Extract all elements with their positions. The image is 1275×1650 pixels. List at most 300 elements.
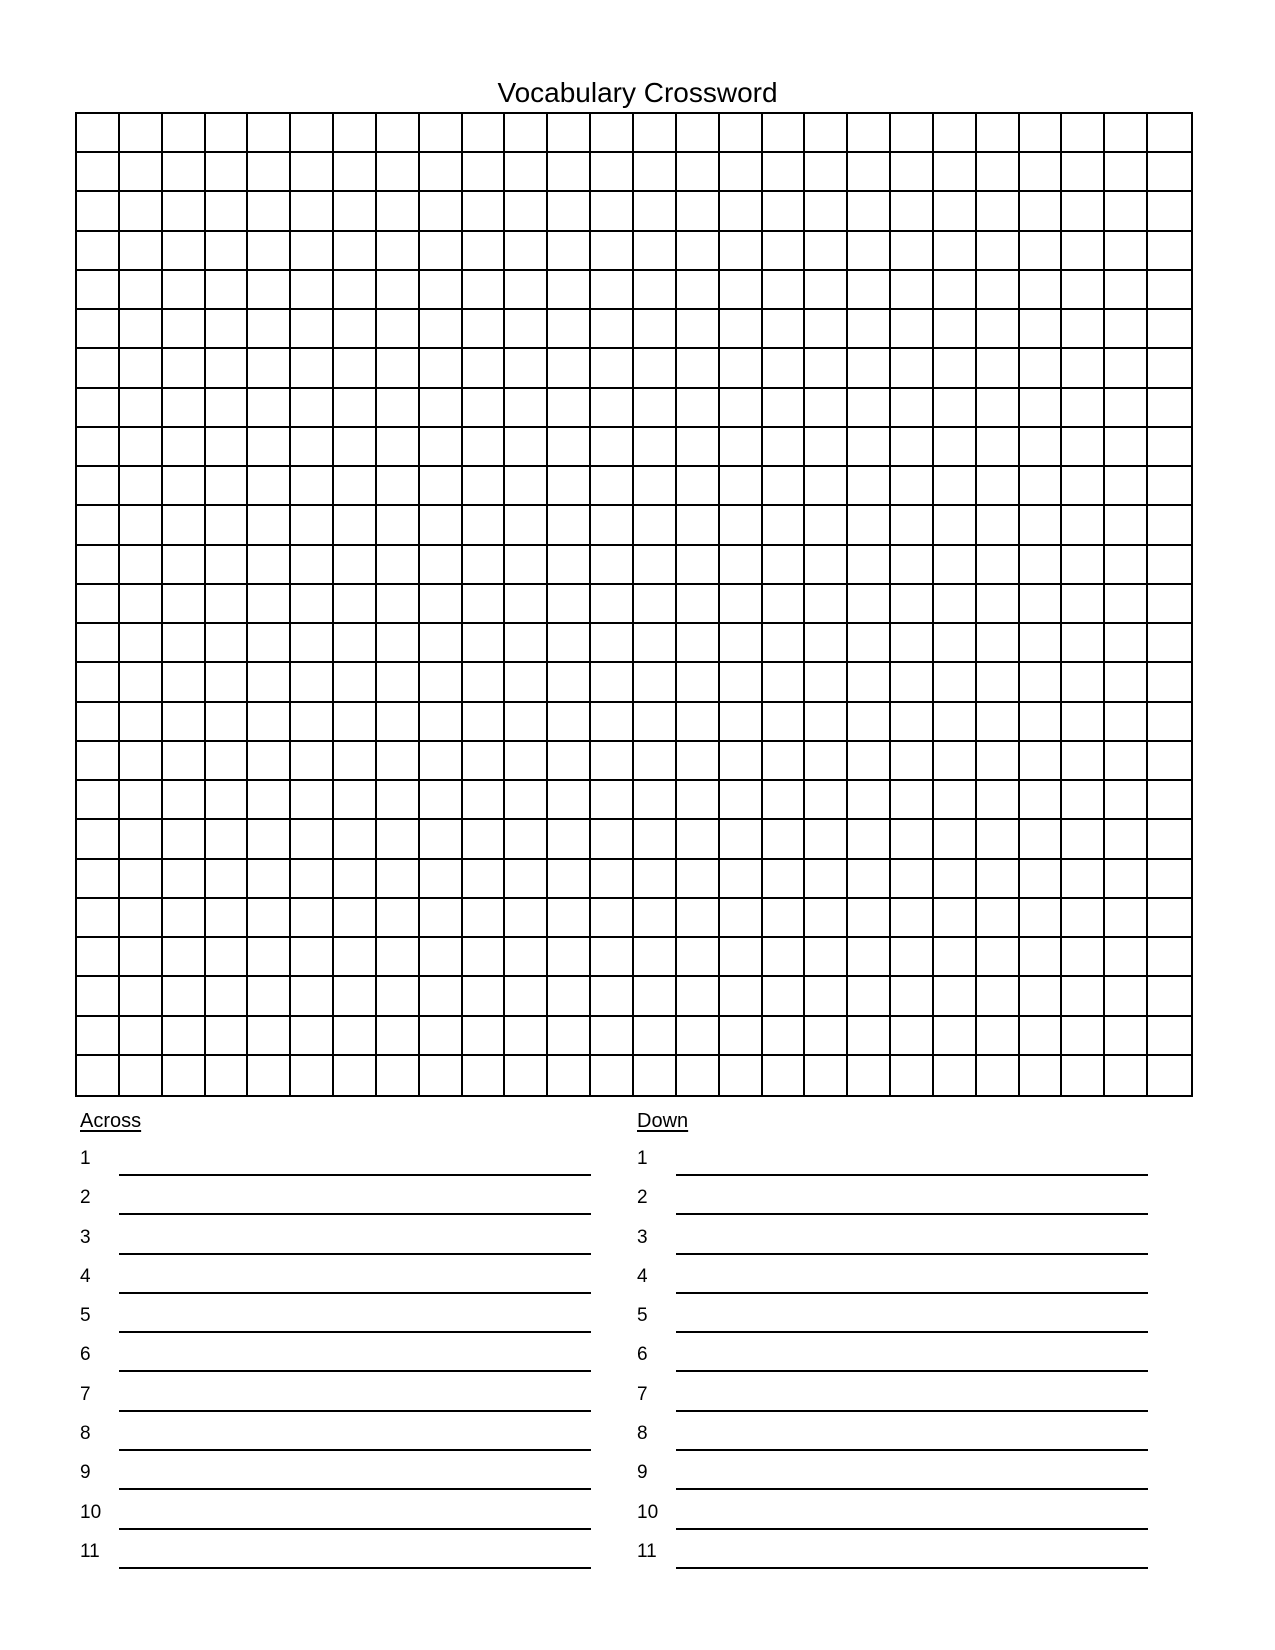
grid-cell[interactable] (977, 271, 1020, 310)
grid-cell[interactable] (1020, 467, 1063, 506)
grid-cell[interactable] (848, 349, 891, 388)
grid-cell[interactable] (163, 663, 206, 702)
grid-cell[interactable] (377, 428, 420, 467)
grid-cell[interactable] (934, 820, 977, 859)
grid-cell[interactable] (1020, 977, 1063, 1016)
grid-cell[interactable] (1148, 467, 1191, 506)
grid-cell[interactable] (891, 428, 934, 467)
grid-cell[interactable] (1062, 389, 1105, 428)
grid-cell[interactable] (120, 899, 163, 938)
grid-cell[interactable] (591, 271, 634, 310)
grid-cell[interactable] (248, 114, 291, 153)
grid-cell[interactable] (1105, 310, 1148, 349)
grid-cell[interactable] (891, 938, 934, 977)
grid-cell[interactable] (377, 114, 420, 153)
grid-cell[interactable] (120, 820, 163, 859)
grid-cell[interactable] (934, 938, 977, 977)
grid-cell[interactable] (420, 938, 463, 977)
grid-cell[interactable] (805, 977, 848, 1016)
grid-cell[interactable] (848, 899, 891, 938)
grid-cell[interactable] (206, 1017, 249, 1056)
grid-cell[interactable] (505, 546, 548, 585)
grid-cell[interactable] (591, 467, 634, 506)
grid-cell[interactable] (120, 938, 163, 977)
grid-cell[interactable] (591, 389, 634, 428)
grid-cell[interactable] (377, 624, 420, 663)
grid-cell[interactable] (1105, 114, 1148, 153)
grid-cell[interactable] (591, 428, 634, 467)
grid-cell[interactable] (677, 467, 720, 506)
grid-cell[interactable] (805, 153, 848, 192)
grid-cell[interactable] (848, 506, 891, 545)
grid-cell[interactable] (77, 1017, 120, 1056)
grid-cell[interactable] (334, 467, 377, 506)
grid-cell[interactable] (248, 349, 291, 388)
grid-cell[interactable] (1105, 153, 1148, 192)
grid-cell[interactable] (463, 506, 506, 545)
grid-cell[interactable] (163, 153, 206, 192)
grid-cell[interactable] (120, 1017, 163, 1056)
grid-cell[interactable] (934, 703, 977, 742)
grid-cell[interactable] (291, 977, 334, 1016)
grid-cell[interactable] (634, 781, 677, 820)
grid-cell[interactable] (248, 703, 291, 742)
grid-cell[interactable] (248, 938, 291, 977)
grid-cell[interactable] (848, 1056, 891, 1095)
grid-cell[interactable] (934, 585, 977, 624)
grid-cell[interactable] (77, 114, 120, 153)
grid-cell[interactable] (291, 153, 334, 192)
grid-cell[interactable] (463, 977, 506, 1016)
grid-cell[interactable] (848, 546, 891, 585)
grid-cell[interactable] (977, 114, 1020, 153)
grid-cell[interactable] (1020, 428, 1063, 467)
grid-cell[interactable] (1105, 192, 1148, 231)
grid-cell[interactable] (505, 860, 548, 899)
grid-cell[interactable] (420, 742, 463, 781)
grid-cell[interactable] (248, 820, 291, 859)
grid-cell[interactable] (1062, 428, 1105, 467)
grid-cell[interactable] (1148, 114, 1191, 153)
grid-cell[interactable] (248, 192, 291, 231)
grid-cell[interactable] (848, 860, 891, 899)
grid-cell[interactable] (163, 703, 206, 742)
grid-cell[interactable] (591, 153, 634, 192)
grid-cell[interactable] (677, 703, 720, 742)
grid-cell[interactable] (77, 153, 120, 192)
grid-cell[interactable] (977, 506, 1020, 545)
grid-cell[interactable] (891, 663, 934, 702)
grid-cell[interactable] (377, 938, 420, 977)
grid-cell[interactable] (1148, 977, 1191, 1016)
grid-cell[interactable] (120, 506, 163, 545)
grid-cell[interactable] (463, 310, 506, 349)
grid-cell[interactable] (677, 742, 720, 781)
grid-cell[interactable] (805, 428, 848, 467)
grid-cell[interactable] (805, 467, 848, 506)
grid-cell[interactable] (977, 624, 1020, 663)
grid-cell[interactable] (420, 977, 463, 1016)
grid-cell[interactable] (77, 1056, 120, 1095)
grid-cell[interactable] (77, 703, 120, 742)
grid-cell[interactable] (548, 232, 591, 271)
grid-cell[interactable] (977, 153, 1020, 192)
grid-cell[interactable] (291, 389, 334, 428)
grid-cell[interactable] (677, 546, 720, 585)
grid-cell[interactable] (891, 781, 934, 820)
grid-cell[interactable] (677, 271, 720, 310)
grid-cell[interactable] (1148, 192, 1191, 231)
grid-cell[interactable] (334, 1056, 377, 1095)
grid-cell[interactable] (420, 428, 463, 467)
grid-cell[interactable] (763, 310, 806, 349)
grid-cell[interactable] (77, 428, 120, 467)
down-answer-line[interactable] (676, 1488, 1148, 1490)
grid-cell[interactable] (206, 546, 249, 585)
grid-cell[interactable] (163, 820, 206, 859)
grid-cell[interactable] (120, 310, 163, 349)
grid-cell[interactable] (120, 1056, 163, 1095)
grid-cell[interactable] (891, 310, 934, 349)
grid-cell[interactable] (420, 310, 463, 349)
grid-cell[interactable] (591, 546, 634, 585)
grid-cell[interactable] (634, 192, 677, 231)
grid-cell[interactable] (291, 624, 334, 663)
grid-cell[interactable] (548, 977, 591, 1016)
grid-cell[interactable] (634, 506, 677, 545)
grid-cell[interactable] (634, 1017, 677, 1056)
grid-cell[interactable] (120, 624, 163, 663)
grid-cell[interactable] (720, 349, 763, 388)
grid-cell[interactable] (377, 899, 420, 938)
grid-cell[interactable] (634, 349, 677, 388)
grid-cell[interactable] (848, 977, 891, 1016)
grid-cell[interactable] (291, 703, 334, 742)
grid-cell[interactable] (1105, 585, 1148, 624)
grid-cell[interactable] (934, 114, 977, 153)
grid-cell[interactable] (1020, 271, 1063, 310)
grid-cell[interactable] (206, 271, 249, 310)
grid-cell[interactable] (720, 703, 763, 742)
across-answer-line[interactable] (119, 1410, 591, 1412)
grid-cell[interactable] (334, 703, 377, 742)
grid-cell[interactable] (934, 1017, 977, 1056)
grid-cell[interactable] (77, 349, 120, 388)
grid-cell[interactable] (934, 742, 977, 781)
grid-cell[interactable] (1148, 585, 1191, 624)
grid-cell[interactable] (548, 114, 591, 153)
across-answer-line[interactable] (119, 1370, 591, 1372)
grid-cell[interactable] (377, 1017, 420, 1056)
grid-cell[interactable] (805, 310, 848, 349)
grid-cell[interactable] (334, 114, 377, 153)
grid-cell[interactable] (591, 781, 634, 820)
grid-cell[interactable] (291, 742, 334, 781)
grid-cell[interactable] (548, 860, 591, 899)
across-answer-line[interactable] (119, 1292, 591, 1294)
grid-cell[interactable] (1062, 663, 1105, 702)
grid-cell[interactable] (805, 192, 848, 231)
grid-cell[interactable] (1105, 938, 1148, 977)
grid-cell[interactable] (505, 977, 548, 1016)
grid-cell[interactable] (505, 114, 548, 153)
grid-cell[interactable] (420, 781, 463, 820)
grid-cell[interactable] (1062, 506, 1105, 545)
grid-cell[interactable] (377, 781, 420, 820)
grid-cell[interactable] (334, 585, 377, 624)
grid-cell[interactable] (505, 899, 548, 938)
grid-cell[interactable] (463, 820, 506, 859)
grid-cell[interactable] (548, 310, 591, 349)
grid-cell[interactable] (1020, 899, 1063, 938)
grid-cell[interactable] (377, 1056, 420, 1095)
grid-cell[interactable] (163, 271, 206, 310)
grid-cell[interactable] (248, 232, 291, 271)
grid-cell[interactable] (548, 585, 591, 624)
grid-cell[interactable] (934, 781, 977, 820)
grid-cell[interactable] (805, 781, 848, 820)
down-answer-line[interactable] (676, 1449, 1148, 1451)
grid-cell[interactable] (163, 1017, 206, 1056)
grid-cell[interactable] (763, 349, 806, 388)
grid-cell[interactable] (1148, 899, 1191, 938)
grid-cell[interactable] (1148, 1056, 1191, 1095)
grid-cell[interactable] (463, 546, 506, 585)
grid-cell[interactable] (1020, 192, 1063, 231)
grid-cell[interactable] (505, 153, 548, 192)
grid-cell[interactable] (206, 977, 249, 1016)
grid-cell[interactable] (163, 546, 206, 585)
grid-cell[interactable] (77, 820, 120, 859)
grid-cell[interactable] (206, 232, 249, 271)
grid-cell[interactable] (720, 232, 763, 271)
grid-cell[interactable] (1062, 977, 1105, 1016)
grid-cell[interactable] (677, 624, 720, 663)
grid-cell[interactable] (591, 585, 634, 624)
grid-cell[interactable] (505, 192, 548, 231)
grid-cell[interactable] (1062, 1056, 1105, 1095)
grid-cell[interactable] (463, 742, 506, 781)
grid-cell[interactable] (677, 1056, 720, 1095)
grid-cell[interactable] (548, 742, 591, 781)
grid-cell[interactable] (634, 232, 677, 271)
grid-cell[interactable] (805, 1056, 848, 1095)
grid-cell[interactable] (420, 703, 463, 742)
grid-cell[interactable] (548, 1056, 591, 1095)
grid-cell[interactable] (206, 860, 249, 899)
grid-cell[interactable] (334, 506, 377, 545)
grid-cell[interactable] (677, 899, 720, 938)
across-answer-line[interactable] (119, 1253, 591, 1255)
grid-cell[interactable] (334, 192, 377, 231)
grid-cell[interactable] (163, 192, 206, 231)
grid-cell[interactable] (1105, 349, 1148, 388)
grid-cell[interactable] (77, 271, 120, 310)
grid-cell[interactable] (720, 585, 763, 624)
grid-cell[interactable] (206, 742, 249, 781)
grid-cell[interactable] (291, 310, 334, 349)
grid-cell[interactable] (720, 428, 763, 467)
grid-cell[interactable] (548, 703, 591, 742)
grid-cell[interactable] (163, 232, 206, 271)
grid-cell[interactable] (505, 232, 548, 271)
grid-cell[interactable] (334, 389, 377, 428)
grid-cell[interactable] (763, 506, 806, 545)
grid-cell[interactable] (505, 585, 548, 624)
grid-cell[interactable] (291, 663, 334, 702)
grid-cell[interactable] (206, 938, 249, 977)
grid-cell[interactable] (591, 820, 634, 859)
grid-cell[interactable] (1062, 1017, 1105, 1056)
grid-cell[interactable] (677, 663, 720, 702)
grid-cell[interactable] (934, 153, 977, 192)
grid-cell[interactable] (677, 977, 720, 1016)
grid-cell[interactable] (891, 153, 934, 192)
grid-cell[interactable] (248, 624, 291, 663)
grid-cell[interactable] (291, 1056, 334, 1095)
grid-cell[interactable] (548, 271, 591, 310)
grid-cell[interactable] (206, 349, 249, 388)
grid-cell[interactable] (591, 899, 634, 938)
grid-cell[interactable] (1105, 742, 1148, 781)
grid-cell[interactable] (291, 585, 334, 624)
grid-cell[interactable] (163, 781, 206, 820)
grid-cell[interactable] (891, 624, 934, 663)
grid-cell[interactable] (591, 977, 634, 1016)
grid-cell[interactable] (377, 860, 420, 899)
down-answer-line[interactable] (676, 1292, 1148, 1294)
grid-cell[interactable] (420, 860, 463, 899)
grid-cell[interactable] (120, 546, 163, 585)
down-answer-line[interactable] (676, 1174, 1148, 1176)
grid-cell[interactable] (720, 467, 763, 506)
grid-cell[interactable] (1105, 389, 1148, 428)
grid-cell[interactable] (591, 1017, 634, 1056)
grid-cell[interactable] (720, 506, 763, 545)
grid-cell[interactable] (120, 663, 163, 702)
grid-cell[interactable] (548, 153, 591, 192)
across-answer-line[interactable] (119, 1174, 591, 1176)
grid-cell[interactable] (677, 860, 720, 899)
grid-cell[interactable] (377, 153, 420, 192)
grid-cell[interactable] (1148, 271, 1191, 310)
grid-cell[interactable] (377, 467, 420, 506)
grid-cell[interactable] (505, 349, 548, 388)
grid-cell[interactable] (1062, 114, 1105, 153)
grid-cell[interactable] (248, 1017, 291, 1056)
grid-cell[interactable] (206, 310, 249, 349)
grid-cell[interactable] (805, 114, 848, 153)
grid-cell[interactable] (548, 192, 591, 231)
grid-cell[interactable] (505, 271, 548, 310)
grid-cell[interactable] (463, 467, 506, 506)
grid-cell[interactable] (720, 624, 763, 663)
grid-cell[interactable] (548, 349, 591, 388)
grid-cell[interactable] (163, 977, 206, 1016)
grid-cell[interactable] (934, 349, 977, 388)
grid-cell[interactable] (377, 271, 420, 310)
grid-cell[interactable] (206, 389, 249, 428)
grid-cell[interactable] (463, 192, 506, 231)
grid-cell[interactable] (334, 271, 377, 310)
grid-cell[interactable] (977, 428, 1020, 467)
grid-cell[interactable] (720, 114, 763, 153)
grid-cell[interactable] (805, 860, 848, 899)
grid-cell[interactable] (763, 781, 806, 820)
grid-cell[interactable] (206, 624, 249, 663)
grid-cell[interactable] (120, 977, 163, 1016)
grid-cell[interactable] (206, 192, 249, 231)
grid-cell[interactable] (591, 742, 634, 781)
grid-cell[interactable] (634, 938, 677, 977)
grid-cell[interactable] (334, 232, 377, 271)
down-answer-line[interactable] (676, 1567, 1148, 1569)
grid-cell[interactable] (206, 114, 249, 153)
grid-cell[interactable] (1105, 232, 1148, 271)
grid-cell[interactable] (634, 1056, 677, 1095)
grid-cell[interactable] (634, 663, 677, 702)
grid-cell[interactable] (463, 860, 506, 899)
grid-cell[interactable] (891, 1056, 934, 1095)
grid-cell[interactable] (1020, 703, 1063, 742)
grid-cell[interactable] (977, 585, 1020, 624)
grid-cell[interactable] (248, 1056, 291, 1095)
grid-cell[interactable] (248, 977, 291, 1016)
grid-cell[interactable] (291, 860, 334, 899)
grid-cell[interactable] (720, 663, 763, 702)
grid-cell[interactable] (805, 271, 848, 310)
grid-cell[interactable] (1148, 742, 1191, 781)
grid-cell[interactable] (77, 467, 120, 506)
grid-cell[interactable] (1148, 389, 1191, 428)
grid-cell[interactable] (334, 938, 377, 977)
grid-cell[interactable] (463, 624, 506, 663)
grid-cell[interactable] (891, 192, 934, 231)
grid-cell[interactable] (420, 899, 463, 938)
grid-cell[interactable] (505, 506, 548, 545)
grid-cell[interactable] (548, 899, 591, 938)
grid-cell[interactable] (377, 820, 420, 859)
grid-cell[interactable] (977, 820, 1020, 859)
grid-cell[interactable] (120, 860, 163, 899)
grid-cell[interactable] (891, 899, 934, 938)
grid-cell[interactable] (977, 860, 1020, 899)
grid-cell[interactable] (420, 820, 463, 859)
grid-cell[interactable] (463, 1017, 506, 1056)
grid-cell[interactable] (805, 663, 848, 702)
grid-cell[interactable] (77, 389, 120, 428)
grid-cell[interactable] (720, 1056, 763, 1095)
grid-cell[interactable] (334, 624, 377, 663)
grid-cell[interactable] (334, 349, 377, 388)
grid-cell[interactable] (848, 742, 891, 781)
grid-cell[interactable] (334, 899, 377, 938)
grid-cell[interactable] (291, 428, 334, 467)
grid-cell[interactable] (891, 506, 934, 545)
down-answer-line[interactable] (676, 1410, 1148, 1412)
down-answer-line[interactable] (676, 1528, 1148, 1530)
grid-cell[interactable] (720, 192, 763, 231)
grid-cell[interactable] (634, 153, 677, 192)
grid-cell[interactable] (163, 860, 206, 899)
grid-cell[interactable] (463, 153, 506, 192)
grid-cell[interactable] (891, 546, 934, 585)
grid-cell[interactable] (677, 938, 720, 977)
grid-cell[interactable] (1062, 820, 1105, 859)
grid-cell[interactable] (977, 349, 1020, 388)
grid-cell[interactable] (377, 663, 420, 702)
grid-cell[interactable] (1020, 663, 1063, 702)
